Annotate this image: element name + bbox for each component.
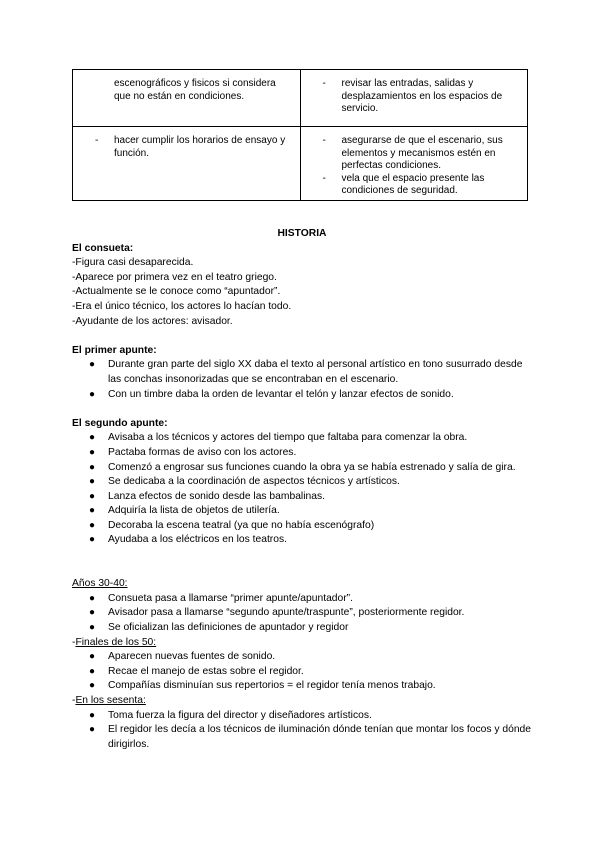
list-item-text: Adquiría la lista de objetos de utilería. (108, 505, 280, 517)
bullet-icon: ● (89, 359, 96, 371)
bullet-icon: ● (89, 446, 96, 458)
spacer (72, 402, 532, 417)
consueta-line: -Era el único técnico, los actores lo hacían todo. (72, 300, 292, 312)
table-cell-left (73, 127, 301, 201)
list-item (72, 461, 532, 476)
anos-heading: Años 30-40: (72, 578, 128, 590)
cell-item-text: asegurarse de que el escenario, sus elementos y mecanismos estén en perfectas condiciones. (341, 135, 503, 171)
list-item-text: Avisaba a los técnicos y actores del tiempo que faltaba para comenzar la obra. (108, 432, 468, 444)
list-item-text: Consueta pasa a llamarse “primer apunte/apuntador”. (108, 592, 353, 604)
sesenta-heading-line (72, 694, 532, 709)
historia-section (72, 227, 532, 752)
bullet-icon: ● (89, 461, 96, 473)
cell-list (301, 135, 528, 198)
cell-list (301, 78, 528, 116)
list-item (72, 679, 532, 694)
anos-list (72, 592, 532, 636)
cell-item (301, 135, 528, 173)
bullet-icon: ● (89, 622, 96, 634)
list-item-text: Compañías disminuían sus repertorios = el regidor tenía menos trabajo. (108, 680, 436, 692)
consueta-line: -Figura casi desaparecida. (72, 257, 194, 269)
list-item (72, 475, 532, 490)
table-row (73, 70, 528, 127)
list-item-text: Lanza efectos de sonido desde las bambalinas. (108, 490, 325, 502)
cell-item (301, 173, 528, 198)
cell-list (73, 135, 300, 160)
consueta-line: -Aparece por primera vez en el teatro griego. (72, 271, 277, 283)
list-item-text: Se oficializan las definiciones de apuntador y regidor (108, 622, 349, 634)
list-item (72, 650, 532, 665)
bullet-icon: ● (89, 665, 96, 677)
table-cell-right (300, 127, 528, 201)
finales-heading: Finales de los 50: (75, 636, 157, 648)
list-item-text: Pactaba formas de aviso con los actores. (108, 446, 297, 458)
finales-list (72, 650, 532, 694)
list-item (72, 446, 532, 461)
cell-item-text: escenográficos y fisicos si considera que no están en condiciones. (114, 78, 276, 102)
list-item-text: Avisador pasa a llamarse “segundo apunte/traspunte”, posteriormente regidor. (108, 607, 465, 619)
consueta-line: -Ayudante de los actores: avisador. (72, 315, 233, 327)
list-item-text: El regidor les decía a los técnicos de iluminación dónde tenían que montar los focos y dónde dirigirlos. (108, 724, 532, 750)
bullet-icon: ● (89, 680, 96, 692)
list-item (72, 606, 532, 621)
segundo-apunte-heading: El segundo apunte: (72, 417, 168, 429)
dash-marker: - (322, 172, 326, 184)
cell-item-text: hacer cumplir los horarios de ensayo y función. (114, 135, 286, 159)
list-item (72, 388, 532, 403)
dash-marker: - (95, 135, 99, 146)
bullet-icon: ● (89, 724, 96, 736)
finales-heading-line (72, 636, 532, 651)
list-item (72, 709, 532, 724)
list-item (72, 490, 532, 505)
list-item (72, 621, 532, 636)
list-item-text: Se dedicaba a la coordinación de aspectos técnicos y artísticos. (108, 476, 400, 488)
bullet-icon: ● (89, 519, 96, 531)
list-item (72, 358, 532, 387)
list-item (72, 592, 532, 607)
spacer (72, 563, 532, 578)
list-item (72, 533, 532, 548)
list-item (72, 665, 532, 680)
bullet-icon: ● (89, 607, 96, 619)
list-item (72, 519, 532, 534)
segundo-apunte-list (72, 431, 532, 548)
roles-table (72, 69, 528, 201)
list-item-text: Con un timbre daba la orden de levantar el telón y lanzar efectos de sonido. (108, 388, 454, 400)
bullet-icon: ● (89, 651, 96, 663)
cell-item-text: revisar las entradas, salidas y desplazamientos en los espacios de servicio. (341, 78, 503, 114)
list-item-text: Toma fuerza la figura del director y diseñadores artísticos. (108, 709, 372, 721)
list-item-text: Comenzó a engrosar sus funciones cuando la obra ya se había estrenado y salía de gira. (108, 461, 516, 473)
prefix-dash: - (72, 636, 76, 648)
list-item-text: Ayudaba a los eléctricos en los teatros. (108, 534, 287, 546)
cell-item (73, 78, 300, 103)
primer-apunte-list (72, 358, 532, 402)
dash-marker: - (322, 78, 326, 89)
bullet-icon: ● (89, 709, 96, 721)
list-item (72, 504, 532, 519)
section-title: HISTORIA (277, 228, 327, 239)
bullet-icon: ● (89, 490, 96, 502)
prefix-dash: - (72, 695, 76, 706)
consueta-heading: El consueta: (72, 242, 134, 254)
cell-item (301, 78, 528, 116)
table-cell-left (73, 70, 301, 127)
cell-item (73, 135, 300, 160)
cell-item-text: vela que el espacio presente las condiciones de seguridad. (341, 172, 485, 196)
bullet-icon: ● (89, 534, 96, 546)
bullet-icon: ● (89, 388, 96, 400)
cell-list (73, 78, 300, 103)
bullet-icon: ● (89, 592, 96, 604)
bullet-icon: ● (89, 505, 96, 517)
bullet-icon: ● (89, 476, 96, 488)
list-item-text: Aparecen nuevas fuentes de sonido. (108, 651, 276, 663)
bullet-icon: ● (89, 432, 96, 444)
list-item (72, 431, 532, 446)
list-item-text: Durante gran parte del siglo XX daba el texto al personal artístico en tono susurrado desde las conchas insonorizadas que se encontraban en el escenario. (108, 359, 523, 385)
list-item (72, 723, 532, 752)
spacer (72, 548, 532, 563)
sesenta-list (72, 709, 532, 753)
dash-marker: - (322, 135, 326, 146)
spacer (72, 329, 532, 344)
table-row (73, 127, 528, 201)
table-cell-right (300, 70, 528, 127)
list-item-text: Decoraba la escena teatral (ya que no había escenógrafo) (108, 519, 375, 531)
primer-apunte-heading: El primer apunte: (72, 344, 157, 356)
sesenta-heading: En los sesenta: (75, 695, 146, 706)
list-item-text: Recae el manejo de estas sobre el regidor. (108, 665, 304, 677)
consueta-line: -Actualmente se le conoce como “apuntador”. (72, 286, 281, 298)
